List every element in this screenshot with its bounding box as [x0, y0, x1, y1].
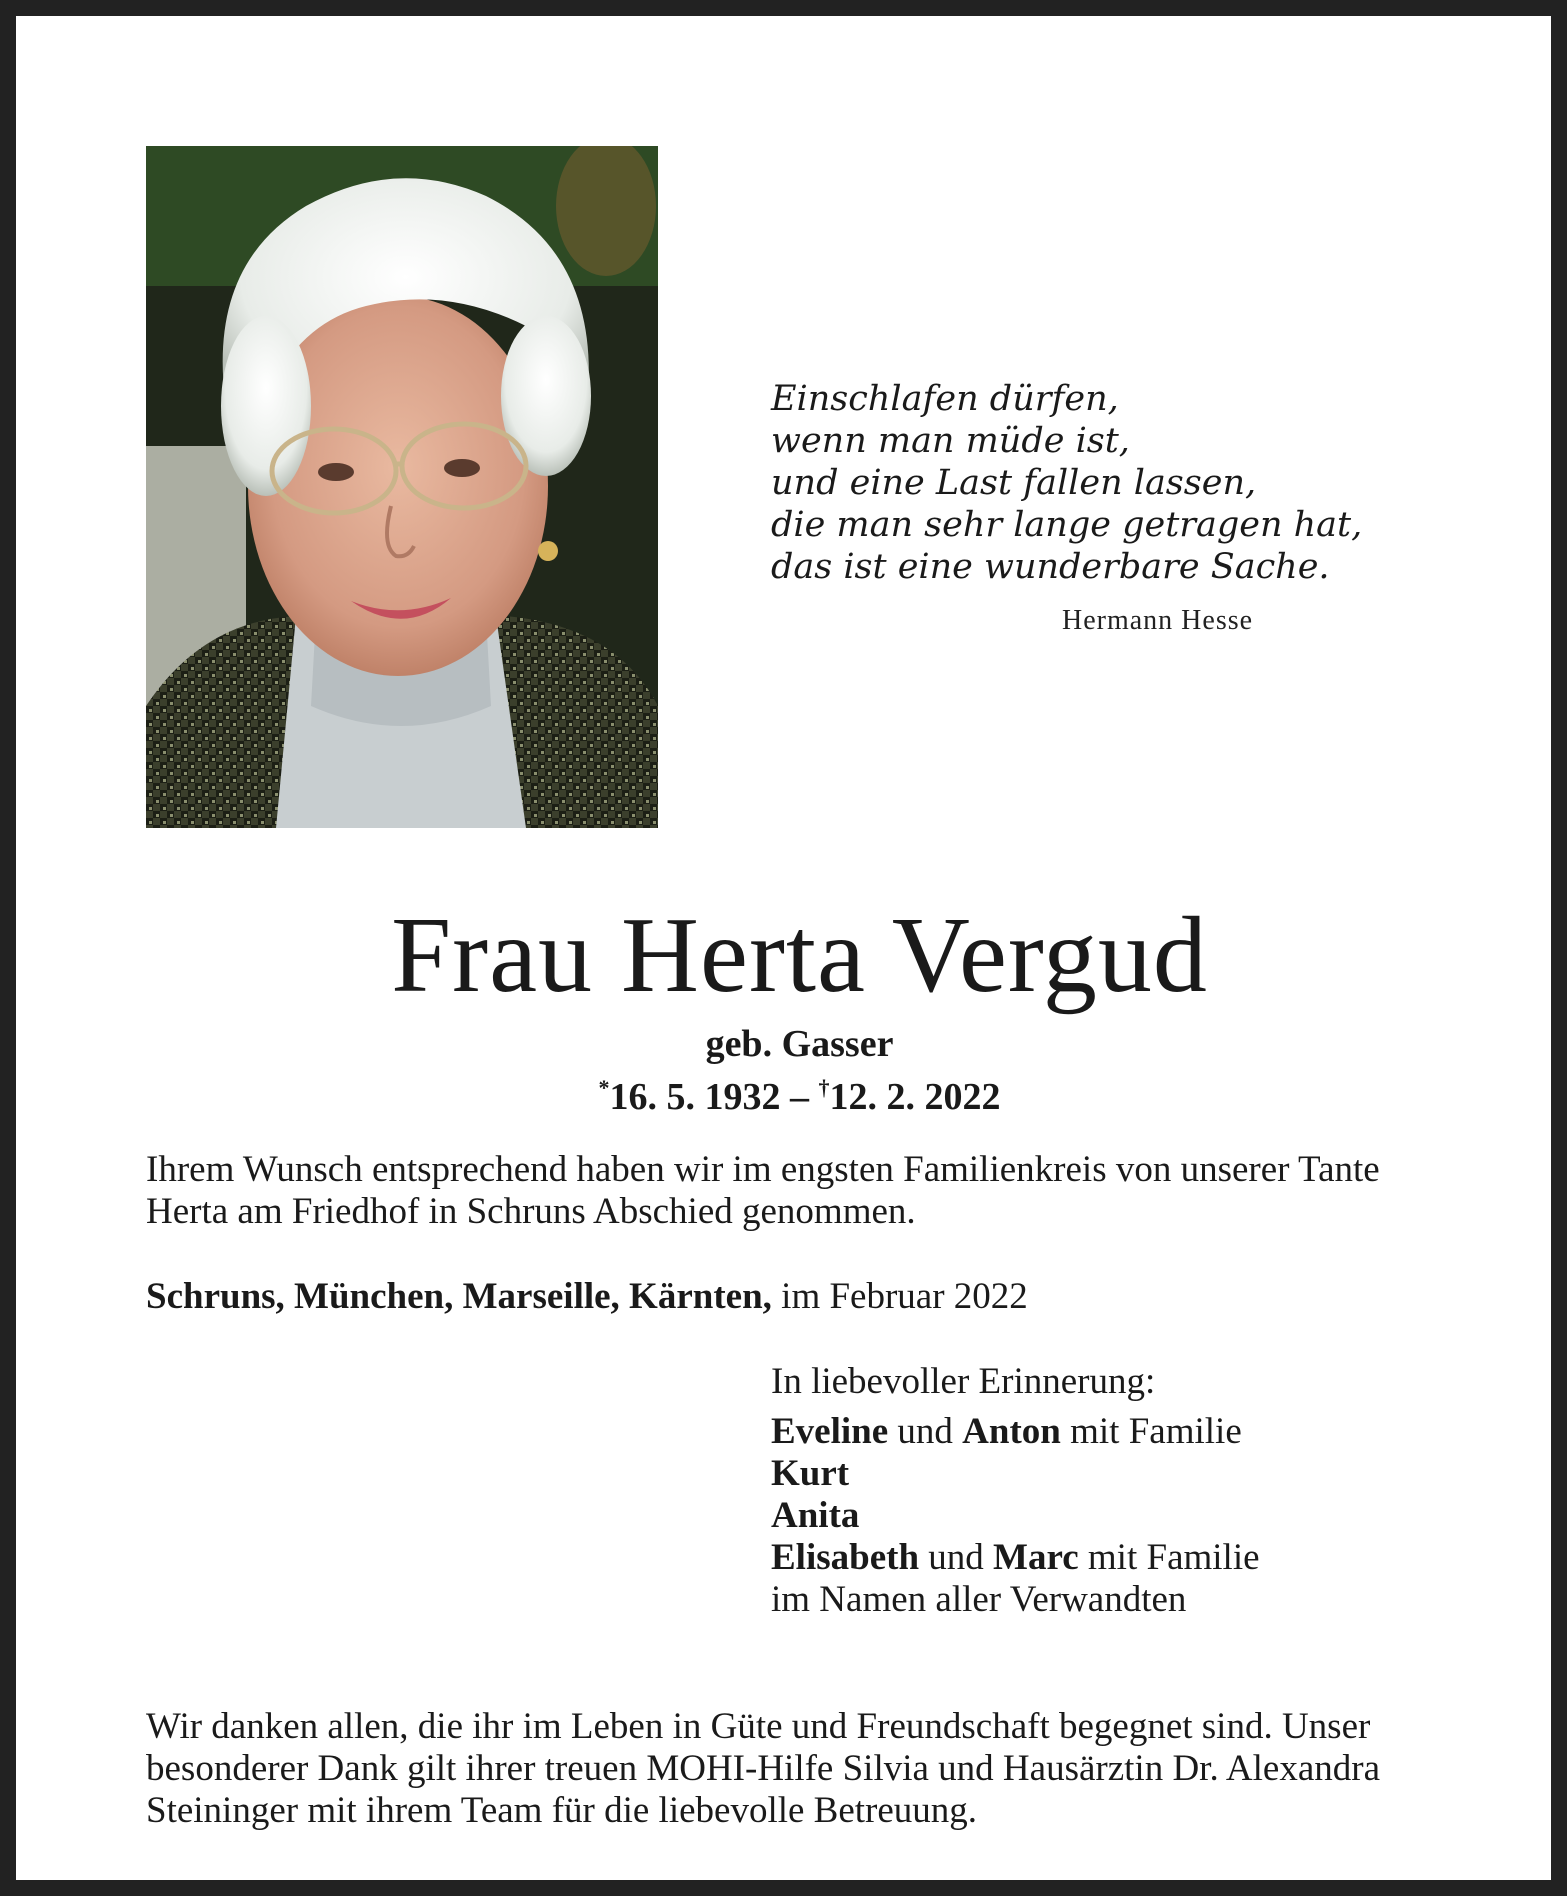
- date-separator: –: [780, 1076, 819, 1118]
- mourner-name: Anton: [962, 1411, 1061, 1452]
- quote-line: und eine Last fallen lassen,: [771, 463, 1257, 503]
- mourner-suffix: mit Familie: [1060, 1411, 1242, 1452]
- mourner-name: Marc: [993, 1537, 1079, 1578]
- memory-block: [771, 1361, 1491, 1621]
- mourner-line: [771, 1453, 1491, 1495]
- maiden-name: geb. Gasser: [705, 1023, 894, 1065]
- quote-author: Hermann Hesse: [1062, 605, 1254, 636]
- quote-line: das ist eine wunderbare Sache.: [771, 547, 1330, 587]
- announcement-text: Ihrem Wunsch entsprechend haben wir im engsten Familienkreis von unserer Tante Herta am Friedhof in Schruns Abschied genommen.: [146, 1149, 1380, 1232]
- mourner-name: Elisabeth: [771, 1537, 920, 1578]
- thanks-text: Wir danken allen, die ihr im Leben in Güte und Freundschaft begegnet sind. Unser besonderer Dank gilt ihrer treuen MOHI-Hilfe Silvia und Hausärztin Dr. Alexandra Steininger mit ihrem Team für die liebevolle Betreuung.: [146, 1706, 1380, 1831]
- mourner-name: Kurt: [771, 1453, 850, 1494]
- quote-line: Einschlafen dürfen,: [771, 379, 1119, 419]
- death-date: 12. 2. 2022: [829, 1076, 1001, 1118]
- conjunction: und: [919, 1537, 994, 1578]
- mourner-line: [771, 1411, 1491, 1453]
- places: Schruns, München, Marseille, Kärnten,: [146, 1276, 772, 1317]
- portrait-photo-icon: [146, 146, 658, 828]
- mourner-line: [771, 1537, 1491, 1579]
- mourner-suffix: mit Familie: [1078, 1537, 1260, 1578]
- birth-date: 16. 5. 1932: [609, 1076, 781, 1118]
- birth-symbol: *: [598, 1075, 610, 1100]
- mourner-name: Eveline: [771, 1411, 889, 1452]
- deceased-name: Frau Herta Vergud: [391, 896, 1208, 1015]
- quote-line: wenn man müde ist,: [771, 421, 1130, 461]
- conjunction: und: [888, 1411, 963, 1452]
- memory-heading: In liebevoller Erinnerung:: [771, 1361, 1156, 1402]
- quote-line: die man sehr lange getragen hat,: [771, 505, 1363, 545]
- death-symbol: †: [818, 1075, 830, 1100]
- memory-closing: im Namen aller Verwandten: [771, 1579, 1187, 1620]
- date-text: im Februar 2022: [771, 1276, 1028, 1317]
- quote: [771, 378, 1363, 588]
- mourner-line: [771, 1495, 1491, 1537]
- place-date-line: [146, 1276, 1466, 1318]
- mourner-name: Anita: [771, 1495, 860, 1536]
- life-dates: [16, 1066, 1567, 1119]
